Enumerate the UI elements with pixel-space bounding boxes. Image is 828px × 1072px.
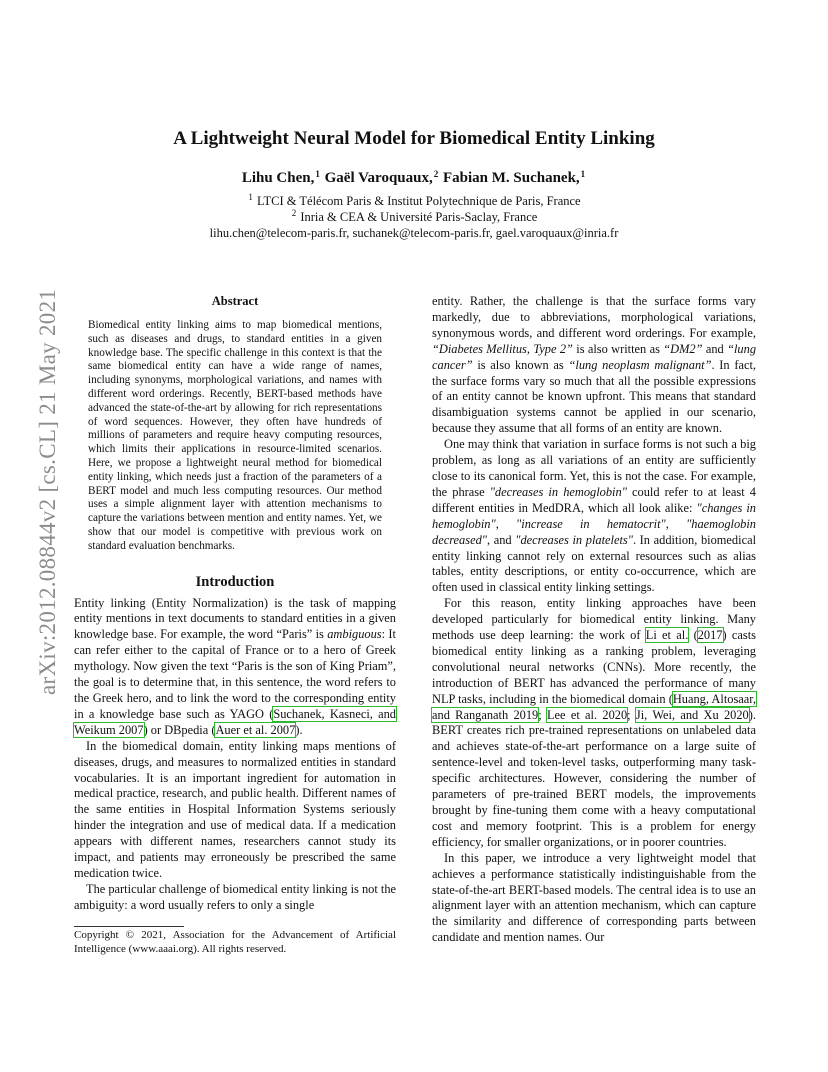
author-list: [0, 170, 828, 187]
copyright-footnote: Copyright © 2021, Association for the Advancement of Artificial Intelligence (www.aaai.org). All rights reserved.: [74, 929, 396, 955]
introduction-heading: Introduction: [195, 573, 275, 590]
affiliation-mark: 1: [248, 192, 253, 202]
author-name: Fabian M. Suchanek,: [442, 170, 580, 186]
author-name: Lihu Chen,: [241, 170, 315, 186]
citation-link[interactable]: Huang, Altosaar, and Ranganath 2019: [432, 691, 757, 722]
affiliation-mark: 2: [291, 208, 297, 218]
citation-link[interactable]: Li et al.: [645, 628, 689, 643]
left-column: [74, 294, 396, 914]
intro-paragraph: The particular challenge of biomedical entity linking is not the ambiguity: a word usually refers to only a single: [74, 881, 397, 912]
citation-link[interactable]: Lee et al. 2020: [546, 707, 628, 722]
arxiv-identifier: arXiv:2012.08844v2 [cs.CL] 21 May 2021: [35, 288, 60, 696]
intro-paragraph: Entity linking (Entity Normalization) is the task of mapping entity mentions in text documents to standard entities in a given knowledge base. For example, the word “Paris” is ambiguous: It can refer either to the capital of France or to a hero of Greek mythology. Now given the text “Paris is the son of King Priam”, the goal is to determine that, in this sentence, the word refers to the Greek hero, and to link the word to the corresponding entity in a knowledge base such as YAGO (Suchanek, Kasneci, and Weikum 2007) or DBpedia (Auer et al. 2007).: [74, 595, 396, 737]
author-emails: lihu.chen@telecom-paris.fr, suchanek@telecom-paris.fr, gael.varoquaux@inria.fr: [209, 226, 619, 240]
body-paragraph: One may think that variation in surface forms is not such a big problem, as long as all variations of an entity are sufficiently close to its canonical form. Yet, this is not the case. For example, the phrase "decreases in hemoglobin" could refer to at least 4 different entities in MedDRA, which all look alike: "changes in hemoglobin", "increase in hematocrit", "haemoglobin decreased", and "decreases in platelets". In addition, biomedical entity linking cannot rely on external resources such as alias tables, entity descriptions, or entity co-occurrence, which are often used in classical entity linking settings.: [432, 437, 757, 595]
body-paragraph: For this reason, entity linking approaches have been developed particularly for biomedical entity linking. Many methods use deep learning: the work of Li et al. (2017) casts biomedical entity linking as a ranking problem, leveraging convolutional neural networks (CNNs). More recently, the introduction of BERT has advanced the performance of many NLP tasks, including in the biomedical domain (Huang, Altosaar, and Ranganath 2019; Lee et al. 2020; Ji, Wei, and Xu 2020). BERT creates rich pre-trained representations on unlabeled data and achieves state-of-the-art performance on a large suite of sentence-level and token-level tasks, outperforming many task-specific architectures. However, considering the number of parameters of pre-trained BERT models, the improvements brought by fine-tuning them come with a heavy computational cost and memory footprint. This is a problem for energy efficiency, for smaller organizations, or in poorer countries.: [432, 596, 757, 849]
intro-paragraph: In the biomedical domain, entity linking maps mentions of diseases, drugs, and measures to normalized entities in standard vocabularies. It is an important ingredient for automation in medical practice, research, and public health. Different names of the same entities in Hospital Information Systems seriously hinder the integration and use of medical data. If a medication appears with different names, researchers cannot study its impact, and patients may erroneously be prescribed the same medication twice.: [74, 738, 396, 880]
affiliations: [0, 193, 828, 241]
affiliation-mark: 1: [580, 169, 586, 179]
footnote-rule: [74, 926, 184, 927]
paper-title: A Lightweight Neural Model for Biomedical Entity Linking: [173, 128, 655, 149]
affiliation-line: $^1$ LTCI & Télécom Paris & Institut Polytechnique de Paris, France: [248, 192, 581, 208]
citation-link[interactable]: Suchanek, Kasneci, and Weikum 2007: [74, 706, 396, 737]
abstract-text: Biomedical entity linking aims to map biomedical mentions, such as diseases and drugs, to standard entities in a given knowledge base. The specific challenge in this context is that the same biomedical entity can have a wide range of names, including synonyms, morphological variations, and names with different word orderings. Recently, BERT-based methods have advanced the state-of-the-art by allowing for rich representations of word sequences. However, they often have hundreds of millions of parameters and require heavy computing resources, which limits their applications in resource-limited scenarios. Here, we propose a lightweight neural method for biomedical entity linking, which needs just a fraction of the parameters of a BERT model and much less computing resources. Our method uses a simple alignment layer with attention mechanisms to capture the variations between mention and entity names. Yet, we show that our model is competitive with previous work on standard evaluation benchmarks.: [88, 319, 382, 552]
body-paragraph: entity. Rather, the challenge is that the surface forms vary markedly, due to abbreviations, morphological variations, synonymous words, and different word orderings. For example, “Diabetes Mellitus, Type 2” is also written as “DM2” and “lung cancer” is also known as “lung neoplasm malignant”. In fact, the surface forms vary so much that all the possible expressions of an entity cannot be known upfront. This means that standard disambiguation systems cannot be applied in our scenario, because they assume that all forms of an entity are known.: [432, 294, 757, 436]
affiliation-mark: 1: [315, 169, 320, 179]
author-name: Gaël Varoquaux,: [324, 170, 433, 186]
affiliation-mark: 2: [433, 169, 439, 179]
abstract-heading: Abstract: [211, 294, 259, 308]
right-column: [432, 294, 756, 946]
citation-link[interactable]: Auer et al. 2007: [215, 722, 296, 737]
body-paragraph: In this paper, we introduce a very lightweight model that achieves a performance statistically indistinguishable from the state-of-the-art BERT-based models. The central idea is to use an alignment layer with an attention mechanism, which can capture the similarity and difference of corresponding parts between candidate and mention names. Our: [432, 850, 756, 945]
citation-link[interactable]: 2017: [697, 628, 723, 643]
citation-link[interactable]: Ji, Wei, and Xu 2020: [635, 707, 749, 722]
affiliation-line: $^2$ Inria & CEA & Université Paris-Saclay, France: [291, 208, 538, 224]
